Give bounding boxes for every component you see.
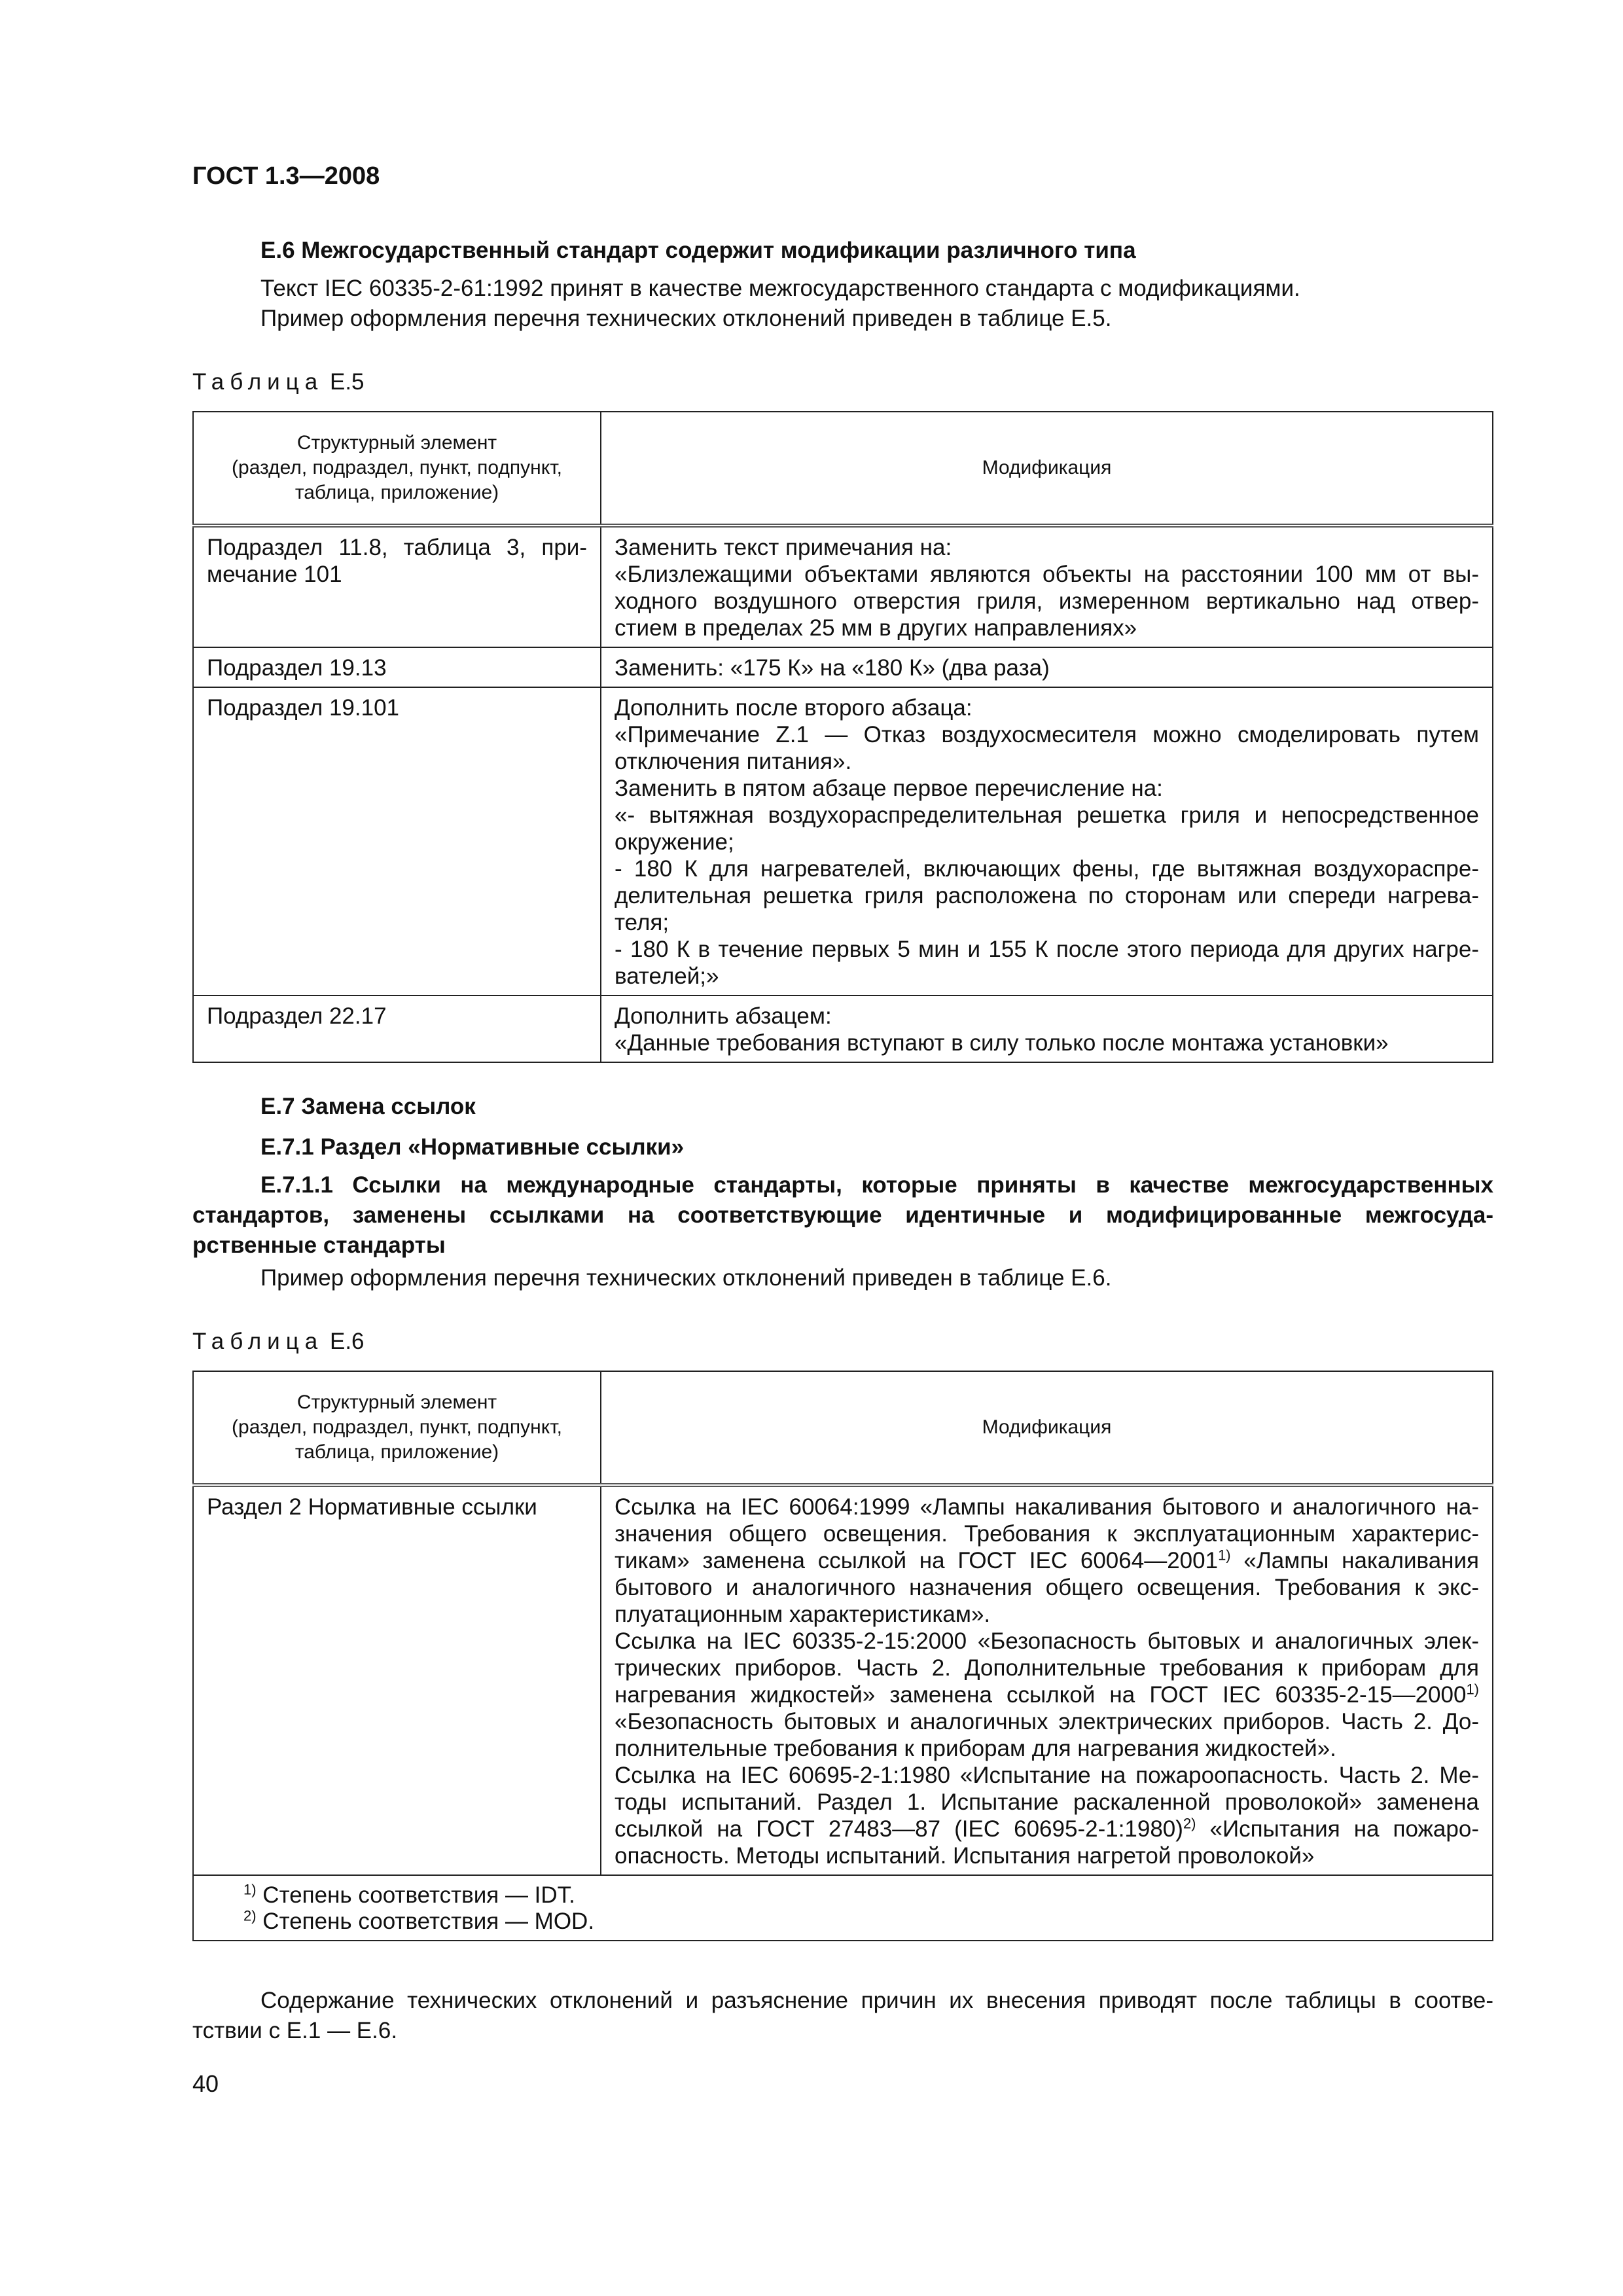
modification-line: тоды испытаний. Раздел 1. Испытание раскаленной проволокой» заменена — [615, 1789, 1479, 1815]
section-e6-heading: Е.6 Межгосударственный стандарт содержит модификации различного типа — [260, 238, 1136, 263]
table-e5-header-row — [193, 412, 1493, 526]
modification-line: трических приборов. Часть 2. Дополнительные требования к приборам для — [615, 1655, 1479, 1681]
modification-line: «Безопасность бытовых и аналогичных электрических приборов. Часть 2. До- — [615, 1709, 1479, 1734]
table-cell-modification: Заменить текст примечания на: «Близлежащими объектами являются объекты на расстоянии 100 мм от вы- ходного воздушного отверстия гриля, измеренном вертикально над отвер- стием в пределах 25 мм в других направлениях» — [601, 526, 1493, 647]
table-e6-header-element: Структурный элемент (раздел, подраздел, пункт, подпункт, таблица, приложение) — [193, 1371, 601, 1485]
section-e71-heading: Е.7.1 Раздел «Нормативные ссылки» — [260, 1134, 685, 1160]
table-e6 — [192, 1371, 1493, 1941]
footnote-mark: 1) — [1466, 1681, 1479, 1698]
table-row — [193, 647, 1493, 687]
modification-line: Ссылка на IEC 60695-2-1:1980 «Испытание на пожароопасность. Часть 2. Ме- — [615, 1763, 1479, 1788]
section-e7-heading: Е.7 Замена ссылок — [260, 1094, 476, 1119]
table-e5-caption-number: Е.5 — [329, 369, 365, 395]
page-number: 40 — [192, 2070, 219, 2097]
table-e5-caption-word: Таблица — [192, 369, 324, 395]
closing-paragraph: Содержание технических отклонений и разъяснение причин их внесения приводят после таблицы в соотве- тствии с Е.1 — Е.6. — [192, 1988, 1493, 2043]
table-footnotes — [193, 1875, 1493, 1941]
table-e6-header-modification: Модификация — [601, 1371, 1493, 1485]
modification-line: плуатационным характеристикам». — [615, 1602, 991, 1627]
section-e6-paragraph-2: Пример оформления перечня технических отклонений приведен в таблице Е.5. — [260, 306, 1112, 331]
table-row — [193, 996, 1493, 1062]
table-cell-modification — [601, 1485, 1493, 1875]
table-row — [193, 526, 1493, 647]
table-e5-header-modification: Модификация — [601, 412, 1493, 526]
section-e711-heading: Е.7.1.1 Ссылки на международные стандарты, которые приняты в качестве межгосударственных стандартов, заменены ссылками на соответствующие идентичные и модифицированные межгосуда- рственные стандарты — [192, 1172, 1493, 1258]
table-cell-modification: Дополнить после второго абзаца: «Примечание Z.1 — Отказ воздухосмесителя можно смоделировать путем отключения питания». Заменить в пятом абзаце первое перечисление на: «- вытяжная воздухораспределительная решетка гриля и непосредственное окружение; - 180 К для нагревателей, включающих фены, где вытяжная воздухораспре- делительная решетка гриля расположена по сторонам или спереди нагрева- теля; - 180 К в течение первых 5 мин и 155 К после этого периода для других нагре- вателей;» — [601, 687, 1493, 996]
table-row — [193, 1485, 1493, 1875]
table-cell-element: Подраздел 22.17 — [193, 996, 601, 1062]
modification-line: бытового и аналогичного назначения общего освещения. Требования к экс- — [615, 1575, 1479, 1600]
modification-line: Ссылка на IEC 60064:1999 «Лампы накаливания бытового и аналогичного на- — [615, 1494, 1479, 1520]
document-header: ГОСТ 1.3—2008 — [192, 162, 380, 190]
table-cell-element: Подраздел 19.101 — [193, 687, 601, 996]
table-e5 — [192, 411, 1493, 1063]
table-cell-element: Подраздел 19.13 — [193, 647, 601, 687]
table-cell-element: Раздел 2 Нормативные ссылки — [193, 1485, 601, 1875]
table-footnotes-row — [193, 1875, 1493, 1941]
modification-line: опасность. Методы испытаний. Испытания нагретой проволокой» — [615, 1843, 1315, 1869]
footnote-mark: 2) — [1183, 1815, 1196, 1832]
modification-line: Ссылка на IEC 60335-2-15:2000 «Безопасность бытовых и аналогичных элек- — [615, 1628, 1479, 1654]
table-cell-element: Подраздел 11.8, таблица 3, при- мечание 101 — [193, 526, 601, 647]
table-row — [193, 687, 1493, 996]
table-e6-caption-word: Таблица — [192, 1329, 324, 1354]
modification-line: тикам» заменена ссылкой на ГОСТ IEC 60064—2001$^{1)}$ «Лампы накаливания — [615, 1547, 1479, 1573]
table-e6-caption-number: Е.6 — [329, 1329, 365, 1354]
footnote-mark: 1) — [1218, 1547, 1231, 1564]
section-e7-paragraph: Пример оформления перечня технических отклонений приведен в таблице Е.6. — [260, 1265, 1112, 1291]
footnote: $^{1)}$ Степень соответствия — IDT. — [243, 1881, 575, 1908]
table-e6-caption — [192, 1329, 365, 1355]
section-e6-paragraph-1: Текст IEC 60335-2-61:1992 принят в качестве межгосударственного стандарта с модификациями. — [260, 276, 1300, 301]
modification-line: полнительные требования к приборам для нагревания жидкостей». — [615, 1736, 1336, 1761]
table-e5-caption — [192, 369, 365, 395]
table-e6-header-row — [193, 1371, 1493, 1485]
table-cell-modification: Заменить: «175 К» на «180 К» (два раза) — [601, 647, 1493, 687]
table-e5-header-element: Структурный элемент (раздел, подраздел, пункт, подпункт, таблица, приложение) — [193, 412, 601, 526]
table-cell-modification: Дополнить абзацем: «Данные требования вступают в силу только после монтажа установки» — [601, 996, 1493, 1062]
modification-line: значения общего освещения. Требования к эксплуатационным характерис- — [615, 1521, 1479, 1547]
modification-line: ссылкой на ГОСТ 27483—87 (IEC 60695-2-1:1980)$^{2)}$ «Испытания на пожаро- — [615, 1815, 1479, 1842]
modification-line: нагревания жидкостей» заменена ссылкой на ГОСТ IEC 60335-2-15—2000$^{1)}$ — [615, 1681, 1479, 1708]
footnote: $^{2)}$ Степень соответствия — MOD. — [243, 1907, 595, 1934]
